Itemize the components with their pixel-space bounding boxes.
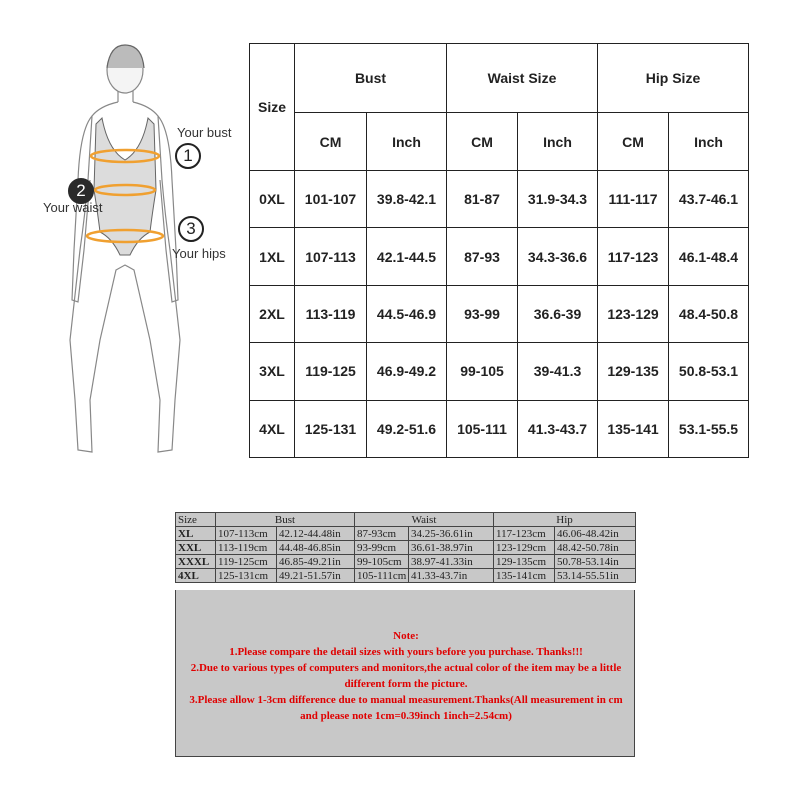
small-table-cell: 117-123cm: [494, 527, 555, 541]
small-table-cell: 34.25-36.61in: [409, 527, 494, 541]
body-measurement-figure: [30, 40, 245, 465]
header-group-row: [250, 44, 749, 113]
note-line-1: 1.Please compare the detail sizes with yours before you purchase. Thanks!!!: [229, 646, 583, 658]
small-table-cell: 129-135cm: [494, 555, 555, 569]
small-table-cell: 41.33-43.7in: [409, 569, 494, 583]
bust-number: 1: [183, 146, 193, 165]
small-waist-header: Waist: [355, 513, 494, 527]
table-cell: 50.8-53.1: [669, 343, 749, 400]
unit-header: CM: [598, 113, 669, 171]
table-cell: 129-135: [598, 343, 669, 400]
small-table-cell: 46.85-49.21in: [277, 555, 355, 569]
table-cell: 53.1-55.5: [669, 400, 749, 457]
table-cell: 49.2-51.6: [367, 400, 447, 457]
unit-header: Inch: [518, 113, 598, 171]
table-row: [250, 171, 749, 228]
table-cell: 119-125: [295, 343, 367, 400]
note-line-3: 3.Please allow 1-3cm difference due to manual measurement.Thanks(All measurement in cm and please note 1cm=0.39inch 1inch=2.54cm): [189, 694, 623, 722]
hips-label: Your hips: [172, 246, 226, 261]
unit-header: CM: [295, 113, 367, 171]
table-cell: 39.8-42.1: [367, 171, 447, 228]
table-cell: 39-41.3: [518, 343, 598, 400]
small-size-cell: XL: [176, 527, 216, 541]
small-table-cell: 38.97-41.33in: [409, 555, 494, 569]
size-header: Size: [250, 44, 295, 171]
table-cell: 111-117: [598, 171, 669, 228]
hips-number-badge: [178, 216, 204, 242]
table-cell: 36.6-39: [518, 285, 598, 342]
waist-group-header: Waist Size: [447, 44, 598, 113]
table-cell: 113-119: [295, 285, 367, 342]
unit-header: CM: [447, 113, 518, 171]
small-table-cell: 123-129cm: [494, 541, 555, 555]
table-cell: 107-113: [295, 228, 367, 285]
table-cell: 135-141: [598, 400, 669, 457]
table-cell: 123-129: [598, 285, 669, 342]
size-cell: 1XL: [250, 228, 295, 285]
table-row: [250, 343, 749, 400]
table-cell: 44.5-46.9: [367, 285, 447, 342]
small-table-cell: 36.61-38.97in: [409, 541, 494, 555]
table-cell: 93-99: [447, 285, 518, 342]
small-table-cell: 105-111cm: [355, 569, 409, 583]
note-text-block: [176, 628, 636, 724]
table-row: [250, 285, 749, 342]
size-cell: 2XL: [250, 285, 295, 342]
header-unit-row: [250, 113, 749, 171]
table-cell: 42.1-44.5: [367, 228, 447, 285]
bust-label: Your bust: [177, 125, 232, 140]
size-cell: 3XL: [250, 343, 295, 400]
table-cell: 87-93: [447, 228, 518, 285]
small-table-cell: 50.78-53.14in: [555, 555, 636, 569]
table-cell: 46.1-48.4: [669, 228, 749, 285]
table-cell: 43.7-46.1: [669, 171, 749, 228]
small-table-cell: 107-113cm: [216, 527, 277, 541]
small-table-row: [176, 541, 636, 555]
small-size-header: Size: [176, 513, 216, 527]
size-cell: 4XL: [250, 400, 295, 457]
small-table-cell: 135-141cm: [494, 569, 555, 583]
small-table-cell: 48.42-50.78in: [555, 541, 636, 555]
note-line-2: 2.Due to various types of computers and monitors,the actual color of the item may be a little different form the picture.: [190, 662, 622, 690]
hip-group-header: Hip Size: [598, 44, 749, 113]
small-size-cell: XXXL: [176, 555, 216, 569]
small-table-cell: 44.48-46.85in: [277, 541, 355, 555]
table-cell: 99-105: [447, 343, 518, 400]
small-table-cell: 125-131cm: [216, 569, 277, 583]
small-table-cell: 113-119cm: [216, 541, 277, 555]
small-table-cell: 93-99cm: [355, 541, 409, 555]
table-cell: 117-123: [598, 228, 669, 285]
small-hip-header: Hip: [494, 513, 636, 527]
note-title: Note:: [393, 630, 419, 642]
bust-group-header: Bust: [295, 44, 447, 113]
table-cell: 46.9-49.2: [367, 343, 447, 400]
small-table-row: [176, 527, 636, 541]
small-header-row: [176, 513, 636, 527]
unit-header: Inch: [367, 113, 447, 171]
small-bust-header: Bust: [216, 513, 355, 527]
table-cell: 41.3-43.7: [518, 400, 598, 457]
small-table-cell: 87-93cm: [355, 527, 409, 541]
small-table-cell: 42.12-44.48in: [277, 527, 355, 541]
size-cell: 0XL: [250, 171, 295, 228]
table-row: [250, 228, 749, 285]
table-row: [250, 400, 749, 457]
unit-header: Inch: [669, 113, 749, 171]
small-table-row: [176, 569, 636, 583]
small-table-cell: 49.21-51.57in: [277, 569, 355, 583]
table-cell: 105-111: [447, 400, 518, 457]
small-table-cell: 53.14-55.51in: [555, 569, 636, 583]
small-table-row: [176, 555, 636, 569]
table-cell: 101-107: [295, 171, 367, 228]
size-chart-table: [249, 43, 749, 458]
small-table-cell: 99-105cm: [355, 555, 409, 569]
table-cell: 81-87: [447, 171, 518, 228]
small-table-cell: 119-125cm: [216, 555, 277, 569]
table-cell: 31.9-34.3: [518, 171, 598, 228]
table-cell: 125-131: [295, 400, 367, 457]
note-box: [175, 590, 635, 757]
table-cell: 34.3-36.6: [518, 228, 598, 285]
waist-label: Your waist: [43, 200, 103, 215]
table-cell: 48.4-50.8: [669, 285, 749, 342]
hips-number: 3: [186, 219, 196, 238]
waist-number: 2: [76, 181, 86, 200]
small-table-cell: 46.06-48.42in: [555, 527, 636, 541]
bust-number-badge: [175, 143, 201, 169]
small-size-cell: 4XL: [176, 569, 216, 583]
secondary-size-table: [175, 512, 636, 583]
small-size-cell: XXL: [176, 541, 216, 555]
